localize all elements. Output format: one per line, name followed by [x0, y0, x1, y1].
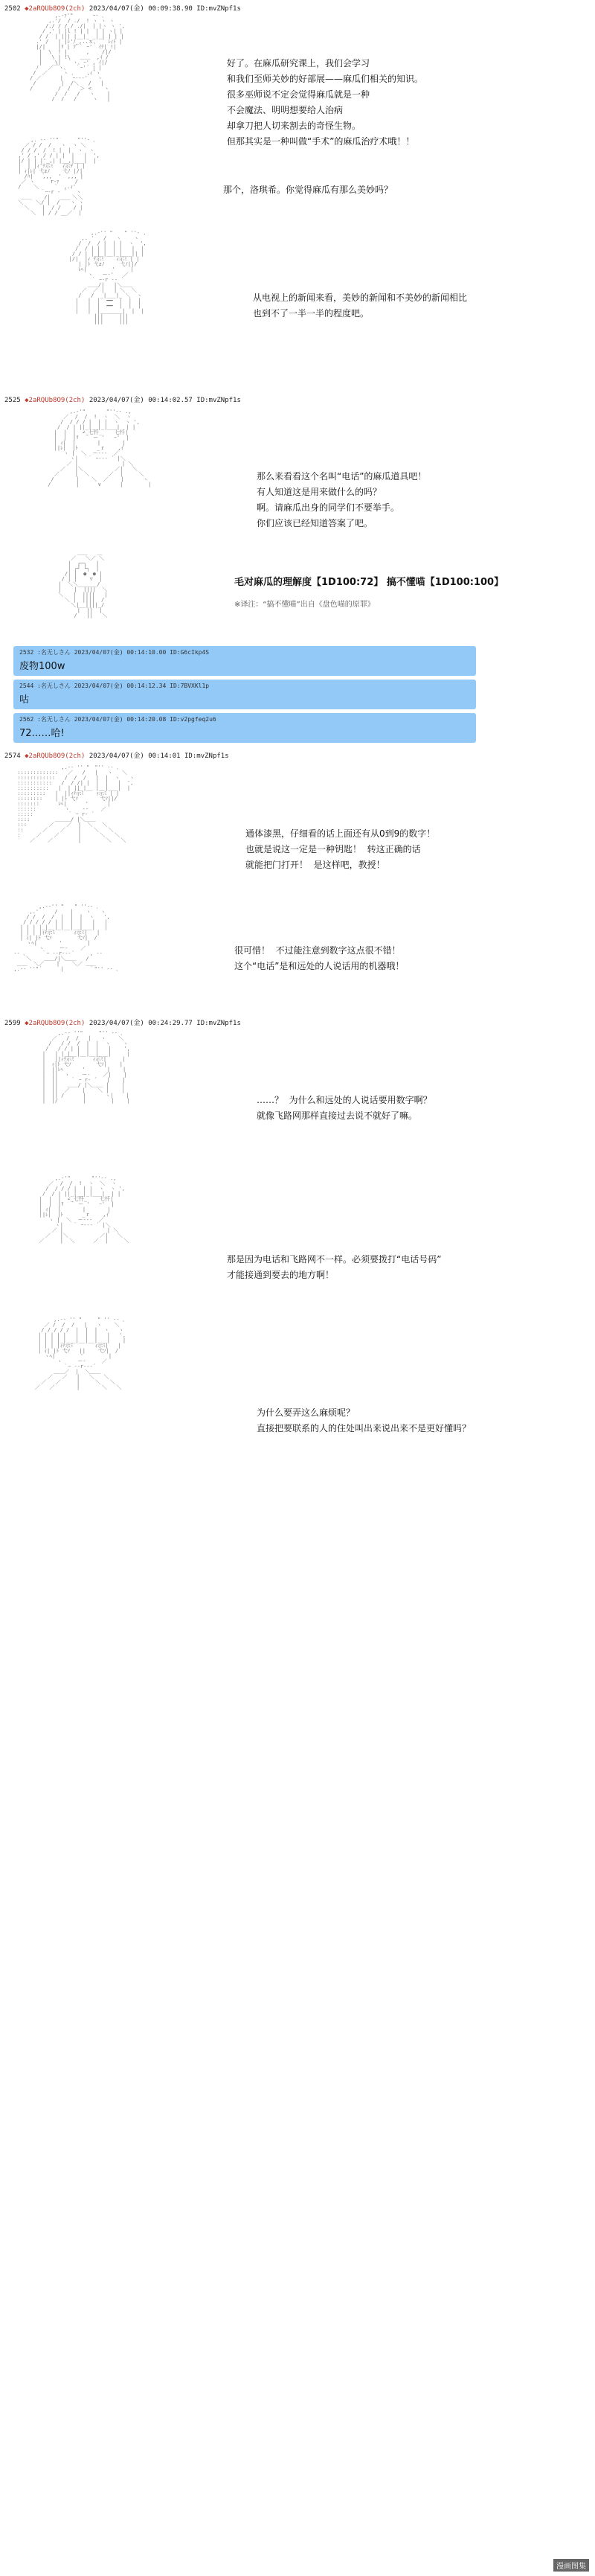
dialog-lines [245, 826, 435, 873]
dialog-line: 那是因为电话和飞路网不一样。必须要拨打“电话号码” [227, 1254, 442, 1265]
dialog-lines [227, 56, 423, 150]
dialog-line: 好了。在麻瓜研究课上，我们会学习 [227, 58, 370, 68]
dialog-line: 就能把门打开！ 是这样吧，教授！ [245, 860, 385, 870]
translator-note: ※译注：“搞不懂喵”出自《盘色喵的原罪》 [234, 601, 375, 609]
dialog-line: 很可惜！ 不过能注意到数字这点很不错！ [234, 945, 401, 956]
dialog-line: 直接把要联系的人的住处叫出来说出来不是更好懂吗？ [257, 1423, 472, 1434]
reply-body: 废物100w [19, 661, 65, 672]
ascii-art-character: ,.-‐ '' "￣￣￣" '' ‐- ､ ／ / / / | ヽ ＼ / / / / / | | | ヽ ヽ | | | | | | | | | ', | | | |_|___|__|__|___| | | | | |ｨﾃ示ﾐ ｨ示ﾐ| | | ｨ| |ﾄ 弋ｿ || 弋ｿ| / ヽﾍ| ' | ヽ ー‐ ／ ｀ｰ --r--‐´ ＿＿／ | ＼＿＿ ／ ／ | ＼ ＼ ／ ／ | ＼ ＼ ／ ／ | ＼ ＼ [34, 1317, 126, 1390]
dialog-line: 有人知道这是用来做什么的吗？ [257, 487, 382, 497]
dialog-line: 通体漆黑，仔细看的话上面还有从0到9的数字！ [245, 828, 436, 839]
dialog-line: 从电视上的新闻来看，美妙的新闻和不美妙的新闻相比 [253, 293, 468, 303]
reply-meta: 2532 :名无しさん 2023/04/07(金) 00:14:10.00 ID:G6cIkp4S [19, 649, 210, 656]
dialog-line: 但那其实是一种叫做“手术”的麻瓜治疗术哦！！ [227, 136, 415, 147]
dialog-line: 却拿刀把人切来割去的奇怪生物。 [227, 121, 361, 131]
dialog-line: 那个，洛琪希。你觉得麻瓜有那么美妙吗？ [223, 185, 393, 195]
ascii-art-character: ,.-‐ ''"￣￣￣"'' ‐- ､ ／ / / | ヽ ＼ / / / / | | ヽ ヽ / / / | | | | | ', | | |_|__|__|__|___| | | ||ｨﾃ示ﾐ ｨ示ﾐ| | | ｨ|ﾄ 弋ｿ 弋ｿ| | | ||ﾚﾍ ' | | | || ヽ ー‐ ／| | | || ｀ ｰ r‐ ´ | | | || ＿＿/ |＼＿＿ | | | || ／ | ＼ | | | || / | ヽ| | | |/ | | | [42, 1031, 130, 1104]
site-watermark: 漫画图集 [553, 2559, 589, 2572]
dialog-line: 啊。请麻瓜出身的同学们不要举手。 [257, 502, 400, 513]
reply-box [13, 680, 476, 709]
ascii-art-character: ＿＿ ＿ ／ ＼／ ＼ | ┌─┐ | | ┌┘ └┐ | /| | ● ● | / | | ▽ | | ＼＼______/ | | |||| ＼ ＼ | |||| | ＼ | |||| / ＼|__||||_/ | || | / || ＼ [58, 551, 108, 619]
post-trip: ◆2aRQUb8O9(2ch) [25, 397, 86, 404]
ascii-art-character: ,.-ｧ'" ￣￣ ｰ- ､ ,.'/ / ./ ! ヽ ヽ ヽ /./ / / / ./| | |ヽ ヽ ', / ,' | |l ! | | | | ヽ| | / / | ||| |__|_ _|_| | | | .' / | |ﾚ'ﾉ_,..ｘ、 ` ﾚｨﾄ | |/| |ﾘ | ﾌﾟ｀ ｰ' ｲﾃ| !| | \ ! | , /|/ | \ | !\ ＿＿ ,ｲ / | \| ｀ヽ､ ｰ' , ｲ|/ ﾉ ／￣ヽ、 ｀ｰ'´ | | / ／ ヽ ､ ,ｨ´ヽ / ／ | ｰ--‐' ヽ / | /＼ / | / / / ＞ < ヽ / / / ヽ | / / / ヽ | [30, 13, 125, 102]
post-meta: 2023/04/07(金) 00:09:38.90 ID:mvZNpf1s [89, 5, 241, 13]
reply-box [13, 646, 476, 676]
dialog-line: 为什么要弄这么麻烦呢？ [257, 1407, 356, 1418]
dialog-lines [227, 1252, 441, 1283]
post-header [4, 394, 241, 404]
dialog-lines [234, 575, 504, 590]
reply-body: 72……哈! [19, 728, 65, 739]
post-trip: ◆2aRQUb8O9(2ch) [25, 752, 86, 760]
post-header [4, 3, 241, 13]
dialog-line: 很多巫师说不定会觉得麻瓜就是一种 [227, 89, 370, 100]
dialog-lines [257, 1093, 432, 1124]
ascii-art-character: ,.-‐ '' "￣"'' ‐- ､ ::::::::::::: ／ / | ヽ ＼ :::::::::::: / / / | | ヽ ヽ ::::::::::: / / /| | | | | ', :::::::::: | | ||_|__ |__|___| | ::::::::: | ||ｨﾃ示ﾐ ｨ示ﾐ | | :::::::: | |ﾄ 弋ｿ 弋ｿ||/ ::::::: ﾚﾍ| ' | :::::: ヽ ‐- ／ ::::: ｀ ｰ r‐ ´ :::: ＿＿＿/ |＼＿＿ ::: ／ ／ | ＼ ＼ :: ／ ／ | ＼ ＼ : ／ ／ | ＼ ＼ ／ ／ | ＼ ＼ [17, 765, 135, 843]
post-header [4, 1017, 241, 1027]
ascii-art-character: ,.-'"￣￣￣￣"''‐- ., ／ / / ! ヽ ＼ ヽ / / / / | | | ヽ ヽ ', / / | ||_|__|_|___| | | | | | ∠_七忏_ 七忏| | | |ﾘ ｀ ー ' ｰ' | | ｨ| | | | ||ﾚ| |ﾄ _ｒ ,ｲ ヽ | ＼ ー--‐ ／ ヽ| ｀ ｰ--‐ ´ |＼ ／ | | ＼ ／ |＼ ／| ＼ ／ | ＼ ／ | ＼ [39, 1176, 129, 1244]
post-meta: 2023/04/07(金) 00:14:01 ID:mvZNpf1s [89, 752, 229, 760]
post-meta: 2023/04/07(金) 00:14:02.57 ID:mvZNpf1s [89, 397, 241, 404]
dialog-line: 那么来看看这个名叫“电话”的麻瓜道具吧！ [257, 471, 427, 482]
dialog-line: 才能接通到要去的地方啊！ [227, 1270, 335, 1280]
reply-body: 咕 [19, 694, 30, 706]
post-number: 2525 [4, 397, 21, 404]
post-trip: ◆2aRQUb8O9(2ch) [25, 5, 86, 13]
dialog-lines [257, 469, 426, 531]
dialog-line: 和我们至师关妙的好部展——麻瓜们相关的知识。 [227, 74, 424, 84]
post-number: 2574 [4, 752, 21, 760]
ascii-art-character: ,.-'"￣￣￣￣"''‐- ., ／ / / ! ヽ ＼ ヽ / / / / | | | ヽ ヽ ', / / | ||_|__|_|___| | | | | | ∠_七忏_ 七忏| | | |ﾘ ｀ ー ' ｰ' | | ｨ| | | | ||ﾚ| |ﾄ _ｒ ,ｲ ヽ | ＼ ー--‐ ／ ヽ| ｀ ｰ--‐ ´ |＼ ／ | | ＼ ／ |＼ ／| ＼ ／ | ＼ ／ | ＼ / | ＼ ／ | ヽ / | ∨ | | [48, 409, 152, 488]
dialog-lines [257, 1405, 471, 1436]
dialog-lines [223, 182, 393, 198]
ascii-art-character: ,. -‐ ''"´￣￣｀"''‐ ､ ／ / / / ヽ ヽ ＼ / / / / ! | | ヽ ヽ ,' / ,' / / | | | | ', |/ | | |'_,| |__,|___| | | | |ｨ'ﾃ示ﾐ ｨ示ｦ | | | ｨ|ﾚ| 弋zﾉ 弋ﾉ |/| /ﾊ| ,,, ' ,,, | ／ ヽ r‐ｧ / / ＼ ` ,.ｨ' ｀ｰ-r ‐ ´ ヽ ＿＿ /| ＼＼ ＼ ＼/ | /￣￣ヽ ヽ ＼ | / / / | ＼ | / / __／ | [18, 138, 100, 216]
post-trip: ◆2aRQUb8O9(2ch) [25, 1020, 86, 1027]
post-number: 2502 [4, 5, 21, 13]
ascii-art-character: ,.-'' " ￣ " ''‐ . ,. ' / ヽ ヽ / / / | | | ヽ ', / / | | | | | | | / / | |_|_|__|_|___|| | |/| |ｨ ﾃ示ﾐ ｨ示ﾐ | | | |ﾄ 弋zﾉ 弋ﾉ||/ ﾚﾍ| ' | ヽ ー‐' ／ ｀ ｰ-r -‐ ´ ＿＿/| |＼＿＿ ／ ／ | | ＼ ＼ / / _|___|_ ＼ ヽ | | | ━━ | | | | | | ━━ | | | | | |_______| | | ||| ||| ||| ||| [68, 231, 147, 325]
dialog-line: 也到不了一半一半的程度吧。 [253, 308, 370, 319]
dialog-line: 这个“电话”是和远处的人说话用的机器哦！ [234, 961, 405, 971]
dialog-line: 就像飞路网那样直接过去说不就好了嘛。 [257, 1110, 418, 1121]
dialog-line: 毛对麻瓜的理解度【1D100:72】 搞不懂喵【1D100:100】 [234, 577, 504, 588]
ascii-art-character: ,.-‐'' "￣￣" ''‐- ､ ,.' / | ヽ ヽ / / / / | | | ヽ ', / / / / / | | | | | | | | | |_|__|_|__|__|___| | | | | |ｨﾃ示ﾐ ｨ示ﾐ| | | ｨ| |ﾄ 弋ｿ 弋ｿ| / ヽﾍ| ' | ヽ ー‐ ／ ‐- ､ ｀ｰ --r--‐´ , -‐ ＼ ＿＿/|＼＿＿ / ＿＿ ＼／ | ＼／ ＿＿ ,.-‐ ''"´ | ｀"'' ‐- ､ [13, 904, 119, 972]
reply-meta: 2562 :名无しさん 2023/04/07(金) 00:14:20.08 ID:v2pgfeq2u6 [19, 716, 216, 723]
reply-box [13, 713, 476, 743]
reply-meta: 2544 :名无しさん 2023/04/07(金) 00:14:12.34 ID:7BVXKl1p [19, 683, 210, 689]
dialog-lines [234, 943, 404, 974]
post-number: 2599 [4, 1020, 21, 1027]
post-meta: 2023/04/07(金) 00:24:29.77 ID:mvZNpf1s [89, 1020, 241, 1027]
dialog-line: 不会魔法、明明想要给人治病 [227, 105, 344, 115]
post-header [4, 750, 229, 760]
dialog-line: ……？ 为什么和远处的人说话要用数字啊？ [257, 1095, 432, 1105]
dialog-line: 你们应该已经知道答案了吧。 [257, 518, 373, 528]
dialog-lines [253, 290, 467, 322]
dialog-line: 也就是说这一定是一种钥匙！ 转这正确的话 [245, 844, 421, 854]
